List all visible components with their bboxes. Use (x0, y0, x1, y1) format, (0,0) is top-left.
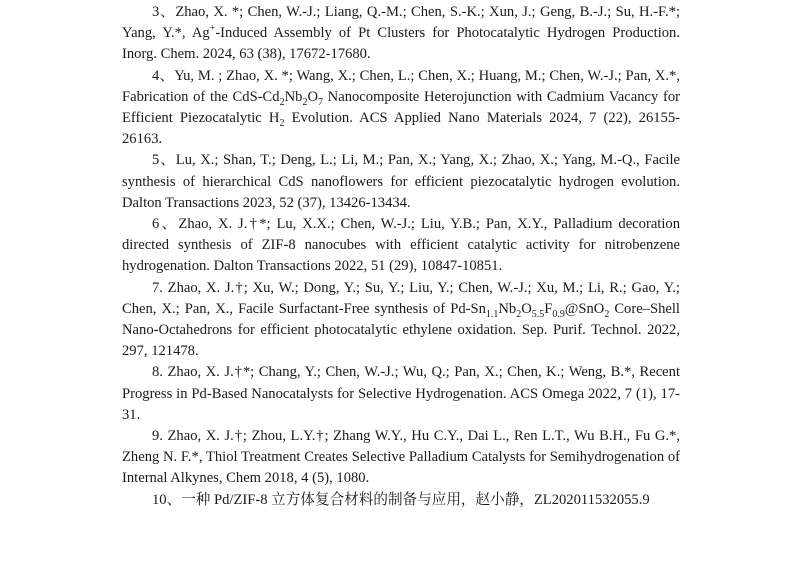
reference-item-9: 9. Zhao, X. J.†; Zhou, L.Y.†; Zhang W.Y., Hu C.Y., Dai L., Ren L.T., Wu B.H., Fu G.*, Zheng N. F.*, Thiol Treatment Creates Selective Palladium Catalysts for Semihydrogenation of Internal Alkynes, Chem 2018, 4 (5), 1080. (122, 428, 680, 487)
reference-item-4: 4、Yu, M. ; Zhao, X. *; Wang, X.; Chen, L.; Chen, X.; Huang, M.; Chen, W.-J.; Pan, X.*, Fabrication of the CdS-$Cd_2Nb_2O_7$ Nanocomposite Heterojunction with Cadmium Vacancy for Efficient Piezocatalytic $H_2$ Evolution. ACS Applied Nano Materials 2024, 7 (22), 26155-26163. (122, 67, 680, 148)
reference-item-10-patent: 10、一种 Pd/ZIF-8 立方体复合材料的制备与应用，赵小静，ZL202011532055.9 (152, 491, 650, 508)
reference-list (122, 2, 680, 511)
reference-item-3: 3、Zhao, X. *; Chen, W.-J.; Liang, Q.-M.; Chen, S.-K.; Xun, J.; Geng, B.-J.; Su, H.-F.*; Yang, Y.*, Ag+-Induced Assembly of Pt Clusters for Photocatalytic Hydrogen Production. Inorg. Chem. 2024, 63 (38), 17672-17680. (122, 4, 680, 63)
reference-item-6: 6、Zhao, X. J.†*; Lu, X.X.; Chen, W.-J.; Liu, Y.B.; Pan, X.Y., Palladium decoration directed synthesis of ZIF-8 nanocubes with efficient catalytic activity for nitrobenzene hydrogenation. Dalton Transactions 2022, 51 (29), 10847-10851. (122, 216, 680, 275)
reference-item-7: 7. Zhao, X. J.†; Xu, W.; Dong, Y.; Su, Y.; Liu, Y.; Chen, W.-J.; Xu, M.; Li, R.; Gao, Y.; Chen, X.; Pan, X., Facile Surfactant-Free synthesis of $Pd-Sn_{1.1}Nb_2O_{5.5}F_{0.9}@SnO_2$ Core–Shell Nano-Octahedrons for efficient photocatalytic ethylene oxidation. Sep. Purif. Technol. 2022, 297, 121478. (122, 279, 680, 360)
reference-item-5: 5、Lu, X.; Shan, T.; Deng, L.; Li, M.; Pan, X.; Yang, X.; Zhao, X.; Yang, M.-Q., Facile synthesis of hierarchical CdS nanoflowers for efficient piezocatalytic hydrogen evolution. Dalton Transactions 2023, 52 (37), 13426-13434. (122, 152, 680, 211)
reference-item-8: 8. Zhao, X. J.†*; Chang, Y.; Chen, W.-J.; Wu, Q.; Pan, X.; Chen, K.; Weng, B.*, Recent Progress in Pd-Based Nanocatalysts for Selective Hydrogenation. ACS Omega 2022, 7 (1), 17-31. (122, 364, 680, 423)
